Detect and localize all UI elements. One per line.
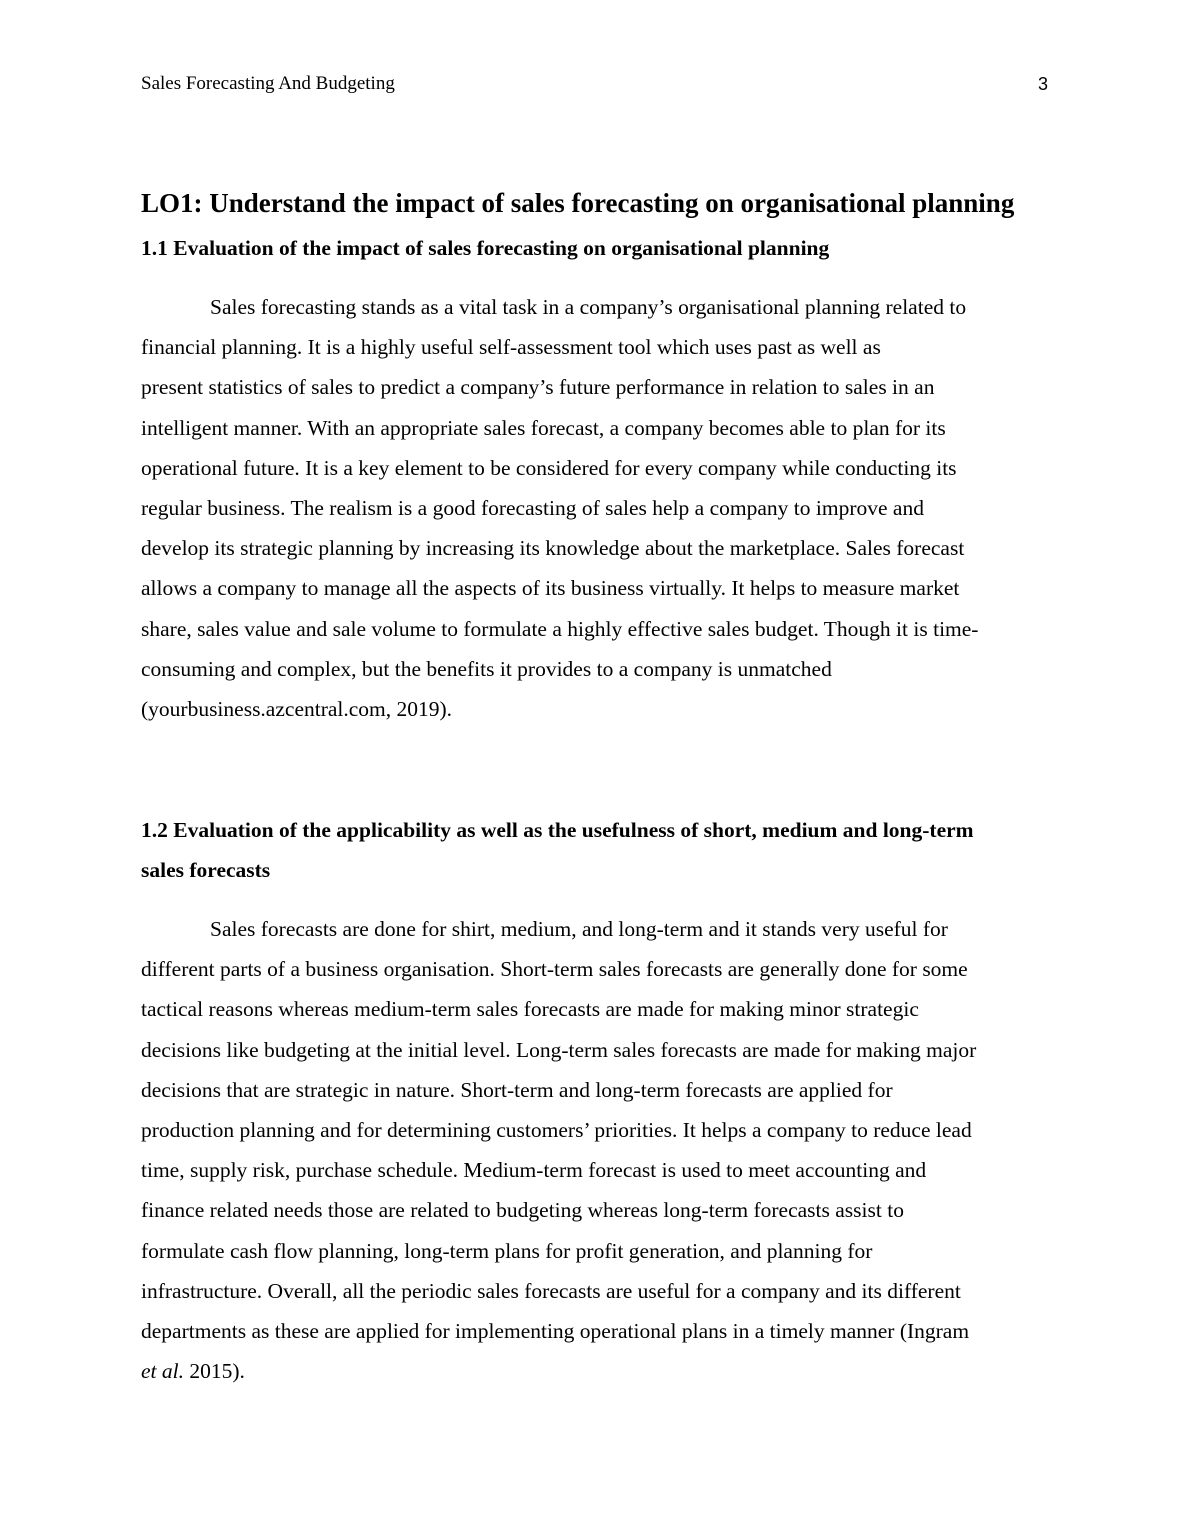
paragraph-line: decisions like budgeting at the initial level. Long-term sales forecasts are made for making major: [141, 1037, 977, 1062]
citation-year-text: 2015).: [184, 1359, 245, 1384]
paragraph-line: present statistics of sales to predict a company’s future performance in relation to sales in an: [141, 375, 935, 400]
paragraph-line: Sales forecasting stands as a vital task in a company’s organisational planning related to: [210, 295, 967, 319]
paragraph-line-citation: [141, 1351, 1056, 1391]
section-1-2-paragraph: [141, 909, 1056, 1391]
paragraph-line: formulate cash flow planning, long-term plans for profit generation, and planning for: [141, 1238, 873, 1263]
paragraph-line: production planning and for determining customers’ priorities. It helps a company to reduce lead: [141, 1118, 972, 1143]
paragraph-line: operational future. It is a key element to be considered for every company while conducting its: [141, 455, 957, 480]
learning-outcome-heading: LO1: Understand the impact of sales forecasting on organisational planning: [141, 188, 1015, 218]
paragraph-line: share, sales value and sale volume to formulate a highly effective sales budget. Though it is time-: [141, 616, 979, 641]
paragraph-line: infrastructure. Overall, all the periodic sales forecasts are useful for a company and its different: [141, 1278, 961, 1303]
paragraph-line: financial planning. It is a highly useful self-assessment tool which uses past as well as: [141, 335, 881, 360]
citation-italic-text: et al.: [141, 1359, 184, 1384]
paragraph-line: different parts of a business organisation. Short-term sales forecasts are generally done for some: [141, 957, 968, 982]
paragraph-line: time, supply risk, purchase schedule. Medium-term forecast is used to meet accounting and: [141, 1158, 927, 1183]
running-header-title: Sales Forecasting And Budgeting: [141, 73, 395, 94]
page-number: 3: [1038, 74, 1049, 94]
section-1-1-paragraph: [141, 287, 1056, 729]
paragraph-line: finance related needs those are related to budgeting whereas long-term forecasts assist to: [141, 1198, 904, 1223]
paragraph-line: regular business. The realism is a good forecasting of sales help a company to improve and: [141, 496, 924, 521]
paragraph-line: allows a company to manage all the aspects of its business virtually. It helps to measure market: [141, 576, 960, 601]
heading-line: 1.2 Evaluation of the applicability as well as the usefulness of short, medium and long-term: [141, 818, 974, 842]
paragraph-line: (yourbusiness.azcentral.com, 2019).: [141, 697, 453, 722]
section-1-2-heading: [141, 810, 1056, 890]
paragraph-line: develop its strategic planning by increasing its knowledge about the marketplace. Sales forecast: [141, 536, 965, 561]
paragraph-line: intelligent manner. With an appropriate sales forecast, a company becomes able to plan for its: [141, 415, 946, 440]
paragraph-line: consuming and complex, but the benefits it provides to a company is unmatched: [141, 656, 832, 681]
paragraph-line: departments as these are applied for implementing operational plans in a timely manner (Ingram: [141, 1319, 970, 1344]
heading-line: sales forecasts: [141, 858, 271, 883]
paragraph-line: tactical reasons whereas medium-term sales forecasts are made for making minor strategic: [141, 997, 919, 1022]
paragraph-line: decisions that are strategic in nature. Short-term and long-term forecasts are applied for: [141, 1077, 893, 1102]
section-1-1-heading: 1.1 Evaluation of the impact of sales forecasting on organisational planning: [141, 236, 830, 260]
paragraph-line: Sales forecasts are done for shirt, medium, and long-term and it stands very useful for: [210, 917, 948, 941]
